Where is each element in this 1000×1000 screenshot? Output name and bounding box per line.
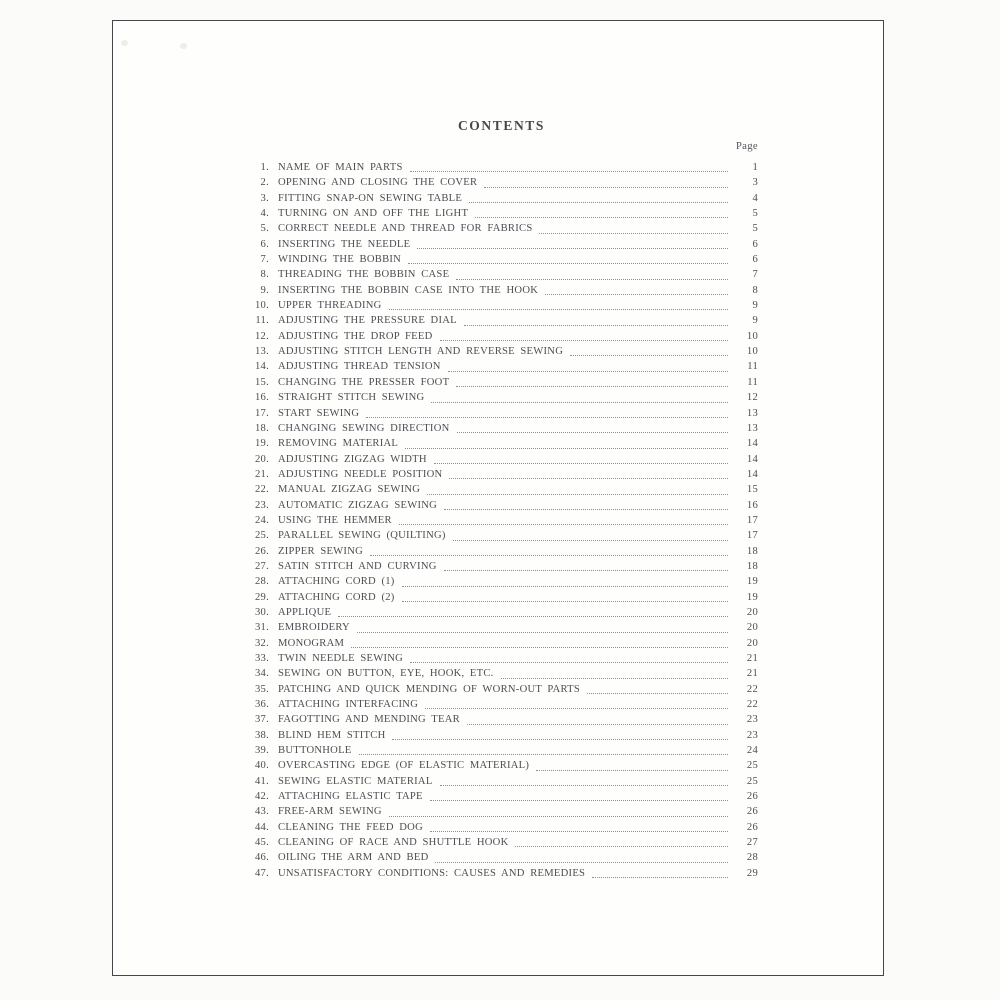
page-column-header: Page — [735, 140, 758, 152]
toc-entry — [245, 315, 758, 330]
dotted-leader — [545, 294, 728, 295]
toc-entry-title: FITTING SNAP-ON SEWING TABLE — [278, 192, 463, 204]
toc-entry — [245, 469, 758, 484]
toc-entry-page-number: 6 — [752, 254, 758, 266]
toc-entry-page-number: 14 — [746, 453, 758, 465]
dotted-leader — [467, 724, 728, 725]
toc-entry-number: 6. — [260, 238, 269, 250]
toc-entry-title: ADJUSTING ZIGZAG WIDTH — [278, 453, 427, 465]
toc-entry-title: ADJUSTING THE DROP FEED — [278, 330, 433, 342]
toc-entry-title: ATTACHING CORD (2) — [278, 591, 395, 603]
toc-entry-page-number: 23 — [746, 729, 758, 741]
toc-entry-title: SATIN STITCH AND CURVING — [278, 560, 437, 572]
toc-entry-page-number: 4 — [752, 192, 758, 204]
toc-entry-page-number: 28 — [746, 852, 758, 864]
toc-entry — [245, 285, 758, 300]
toc-entry-title: BLIND HEM STITCH — [278, 729, 386, 741]
toc-entry — [245, 561, 758, 576]
toc-entry — [245, 653, 758, 668]
punch-hole-mark — [180, 43, 187, 49]
toc-entry — [245, 454, 758, 469]
toc-entry-title: SEWING ELASTIC MATERIAL — [278, 775, 433, 787]
toc-entry-page-number: 14 — [746, 438, 758, 450]
toc-entry-number: 39. — [255, 745, 269, 757]
toc-entry-title: ADJUSTING THREAD TENSION — [278, 361, 441, 373]
toc-entry-number: 18. — [255, 422, 269, 434]
dotted-leader — [410, 662, 728, 663]
toc-entry — [245, 699, 758, 714]
toc-entry-title: AUTOMATIC ZIGZAG SEWING — [278, 499, 438, 511]
toc-entry-title: BUTTONHOLE — [278, 745, 352, 757]
toc-entry — [245, 239, 758, 254]
toc-entry-number: 27. — [255, 560, 269, 572]
toc-entry-title: MONOGRAM — [278, 637, 345, 649]
toc-entry-title: ZIPPER SEWING — [278, 545, 364, 557]
dotted-leader — [370, 555, 728, 556]
dotted-leader — [402, 601, 728, 602]
toc-entry-number: 24. — [255, 514, 269, 526]
dotted-leader — [351, 647, 728, 648]
toc-entry-number: 9. — [260, 284, 269, 296]
toc-entry-number: 20. — [255, 453, 269, 465]
toc-entry — [245, 806, 758, 821]
toc-list — [245, 162, 758, 883]
toc-entry — [245, 546, 758, 561]
toc-entry-page-number: 25 — [746, 775, 758, 787]
toc-entry-title: UNSATISFACTORY CONDITIONS: CAUSES AND REMEDIES — [278, 867, 586, 879]
toc-entry-page-number: 26 — [746, 821, 758, 833]
toc-entry-title: TWIN NEEDLE SEWING — [278, 653, 404, 664]
toc-entry-title: APPLIQUE — [278, 606, 332, 618]
toc-entry-number: 28. — [255, 576, 269, 588]
toc-entry-title: THREADING THE BOBBIN CASE — [278, 269, 450, 281]
toc-entry — [245, 346, 758, 361]
toc-entry-title: REMOVING MATERIAL — [278, 438, 399, 450]
toc-entry-number: 8. — [260, 269, 269, 281]
toc-entry-title: ADJUSTING STITCH LENGTH AND REVERSE SEWING — [278, 346, 564, 358]
toc-entry-page-number: 11 — [747, 361, 758, 373]
toc-entry-number: 4. — [260, 208, 269, 220]
dotted-leader — [456, 279, 728, 280]
toc-entry-number: 32. — [255, 637, 269, 649]
toc-entry-title: FREE-ARM SEWING — [278, 806, 382, 818]
dotted-leader — [449, 478, 728, 479]
toc-entry-page-number: 22 — [746, 699, 758, 711]
dotted-leader — [366, 417, 728, 418]
toc-entry — [245, 269, 758, 284]
toc-entry-number: 37. — [255, 714, 269, 726]
contents-title: CONTENTS — [457, 118, 546, 133]
dotted-leader — [389, 816, 728, 817]
toc-entry-page-number: 21 — [746, 668, 758, 680]
toc-entry-title: CHANGING SEWING DIRECTION — [278, 422, 450, 434]
toc-entry-number: 35. — [255, 683, 269, 695]
dotted-leader — [456, 386, 728, 387]
toc-entry-page-number: 19 — [746, 591, 758, 603]
toc-entry-title: PARALLEL SEWING (QUILTING) — [278, 530, 446, 542]
toc-entry — [245, 515, 758, 530]
toc-entry-page-number: 5 — [752, 208, 758, 220]
toc-entry-number: 7. — [260, 254, 269, 266]
toc-entry-page-number: 21 — [746, 653, 758, 664]
toc-entry — [245, 730, 758, 745]
toc-entry-title: UPPER THREADING — [278, 300, 382, 312]
dotted-leader — [430, 831, 728, 832]
toc-entry-number: 46. — [255, 852, 269, 864]
toc-entry — [245, 576, 758, 591]
toc-entry-title: FAGOTTING AND MENDING TEAR — [278, 714, 460, 726]
toc-entry-page-number: 13 — [746, 407, 758, 419]
toc-entry — [245, 177, 758, 192]
toc-entry-page-number: 23 — [746, 714, 758, 726]
dotted-leader — [592, 877, 728, 878]
toc-entry — [245, 484, 758, 499]
toc-entry — [245, 622, 758, 637]
dotted-leader — [408, 263, 728, 264]
toc-entry — [245, 668, 758, 683]
toc-entry — [245, 837, 758, 852]
toc-entry — [245, 408, 758, 423]
toc-entry-number: 43. — [255, 806, 269, 818]
toc-entry-number: 41. — [255, 775, 269, 787]
toc-entry — [245, 300, 758, 315]
toc-entry-title: ADJUSTING NEEDLE POSITION — [278, 468, 443, 480]
toc-entry-number: 34. — [255, 668, 269, 680]
toc-entry — [245, 822, 758, 837]
toc-entry-number: 17. — [255, 407, 269, 419]
toc-entry-page-number: 3 — [752, 177, 758, 189]
toc-entry-page-number: 7 — [752, 269, 758, 281]
toc-entry-title: CORRECT NEEDLE AND THREAD FOR FABRICS — [278, 223, 533, 235]
toc-entry-number: 47. — [255, 867, 269, 879]
toc-entry — [245, 223, 758, 238]
dotted-leader — [484, 187, 728, 188]
toc-entry — [245, 438, 758, 453]
toc-entry-number: 3. — [260, 192, 269, 204]
scanned-manual-page — [112, 20, 884, 976]
toc-entry-page-number: 15 — [746, 484, 758, 496]
toc-entry-page-number: 12 — [746, 392, 758, 404]
dotted-leader — [453, 540, 728, 541]
toc-entry-page-number: 20 — [746, 622, 758, 634]
toc-entry-page-number: 9 — [752, 315, 758, 327]
toc-entry-page-number: 16 — [746, 499, 758, 511]
toc-entry — [245, 760, 758, 775]
punch-hole-mark — [121, 40, 128, 46]
toc-entry-title: ADJUSTING THE PRESSURE DIAL — [278, 315, 457, 327]
dotted-leader — [570, 355, 728, 356]
toc-entry-page-number: 17 — [746, 530, 758, 542]
toc-entry-page-number: 10 — [746, 330, 758, 342]
toc-entry-title: SEWING ON BUTTON, EYE, HOOK, ETC. — [278, 668, 494, 680]
toc-entry — [245, 714, 758, 729]
dotted-leader — [425, 708, 728, 709]
toc-entry-title: INSERTING THE NEEDLE — [278, 238, 411, 250]
dotted-leader — [444, 509, 728, 510]
dotted-leader — [357, 632, 728, 633]
toc-entry-title: CHANGING THE PRESSER FOOT — [278, 376, 450, 388]
dotted-leader — [501, 678, 728, 679]
toc-entry-title: ATTACHING INTERFACING — [278, 699, 419, 711]
toc-entry — [245, 500, 758, 515]
toc-entry-page-number: 20 — [746, 606, 758, 618]
dotted-leader — [405, 448, 728, 449]
dotted-leader — [431, 402, 728, 403]
toc-entry-page-number: 20 — [746, 637, 758, 649]
toc-entry-title: CLEANING OF RACE AND SHUTTLE HOOK — [278, 837, 509, 849]
dotted-leader — [587, 693, 728, 694]
toc-entry-page-number: 13 — [746, 422, 758, 434]
toc-entry-title: ATTACHING CORD (1) — [278, 576, 395, 588]
toc-entry-page-number: 5 — [752, 223, 758, 235]
toc-entry-title: OILING THE ARM AND BED — [278, 852, 429, 864]
toc-entry-number: 42. — [255, 791, 269, 803]
dotted-leader — [434, 463, 728, 464]
toc-entry-number: 29. — [255, 591, 269, 603]
toc-entry-page-number: 17 — [746, 514, 758, 526]
toc-entry-title: ATTACHING ELASTIC TAPE — [278, 791, 423, 803]
toc-entry — [245, 530, 758, 545]
toc-entry-title: STRAIGHT STITCH SEWING — [278, 392, 425, 404]
toc-entry-page-number: 10 — [746, 346, 758, 358]
dotted-leader — [359, 754, 728, 755]
toc-entry-title: WINDING THE BOBBIN — [278, 254, 402, 266]
dotted-leader — [402, 586, 728, 587]
toc-entry — [245, 423, 758, 438]
toc-entry — [245, 193, 758, 208]
toc-entry-number: 19. — [255, 438, 269, 450]
toc-entry — [245, 607, 758, 622]
toc-entry-number: 30. — [255, 606, 269, 618]
toc-entry-number: 11. — [255, 315, 269, 327]
toc-entry-number: 1. — [260, 162, 269, 173]
toc-entry — [245, 852, 758, 867]
toc-entry-page-number: 9 — [752, 300, 758, 312]
toc-entry — [245, 684, 758, 699]
toc-entry-number: 12. — [255, 330, 269, 342]
toc-entry-title: TURNING ON AND OFF THE LIGHT — [278, 208, 469, 220]
dotted-leader — [392, 739, 728, 740]
toc-entry-page-number: 6 — [752, 238, 758, 250]
toc-entry-number: 16. — [255, 392, 269, 404]
toc-entry-number: 33. — [255, 653, 269, 664]
dotted-leader — [448, 371, 728, 372]
dotted-leader — [469, 202, 728, 203]
toc-entry-number: 26. — [255, 545, 269, 557]
toc-entry — [245, 361, 758, 376]
toc-entry-title: START SEWING — [278, 407, 360, 419]
toc-entry-number: 22. — [255, 484, 269, 496]
toc-entry-page-number: 18 — [746, 560, 758, 572]
toc-entry-number: 38. — [255, 729, 269, 741]
toc-entry-page-number: 27 — [746, 837, 758, 849]
toc-entry-title: NAME OF MAIN PARTS — [278, 162, 403, 173]
toc-entry — [245, 331, 758, 346]
toc-entry-number: 31. — [255, 622, 269, 634]
dotted-leader — [435, 862, 728, 863]
toc-entry-number: 36. — [255, 699, 269, 711]
toc-entry-number: 21. — [255, 468, 269, 480]
dotted-leader — [440, 785, 728, 786]
toc-entry-title: PATCHING AND QUICK MENDING OF WORN-OUT PARTS — [278, 683, 581, 695]
dotted-leader — [464, 325, 728, 326]
toc-entry-title: INSERTING THE BOBBIN CASE INTO THE HOOK — [278, 284, 539, 296]
toc-entry-page-number: 24 — [746, 745, 758, 757]
toc-entry-page-number: 14 — [746, 468, 758, 480]
toc-entry-number: 45. — [255, 837, 269, 849]
dotted-leader — [475, 217, 728, 218]
toc-entry-number: 10. — [255, 300, 269, 312]
toc-entry — [245, 208, 758, 223]
dotted-leader — [410, 171, 728, 172]
toc-entry-number: 44. — [255, 821, 269, 833]
toc-entry — [245, 392, 758, 407]
toc-entry-page-number: 29 — [746, 867, 758, 879]
toc-entry-number: 25. — [255, 530, 269, 542]
toc-entry-number: 5. — [260, 223, 269, 235]
toc-entry — [245, 791, 758, 806]
toc-entry-number: 14. — [255, 361, 269, 373]
dotted-leader — [536, 770, 728, 771]
toc-entry-title: USING THE HEMMER — [278, 514, 392, 526]
dotted-leader — [417, 248, 728, 249]
dotted-leader — [389, 309, 728, 310]
toc-entry-number: 40. — [255, 760, 269, 772]
toc-entry-title: MANUAL ZIGZAG SEWING — [278, 484, 421, 496]
toc-entry-page-number: 8 — [752, 284, 758, 296]
dotted-leader — [427, 494, 728, 495]
toc-entry-page-number: 25 — [746, 760, 758, 772]
dotted-leader — [515, 846, 728, 847]
toc-entry — [245, 638, 758, 653]
toc-entry-page-number: 26 — [746, 806, 758, 818]
toc-entry-number: 23. — [255, 499, 269, 511]
toc-entry-title: OVERCASTING EDGE (OF ELASTIC MATERIAL) — [278, 760, 530, 772]
toc-entry-page-number: 26 — [746, 791, 758, 803]
toc-entry-page-number: 22 — [746, 683, 758, 695]
toc-entry — [245, 377, 758, 392]
dotted-leader — [399, 524, 728, 525]
toc-entry — [245, 592, 758, 607]
toc-entry-page-number: 11 — [747, 376, 758, 388]
dotted-leader — [338, 616, 728, 617]
toc-entry — [245, 776, 758, 791]
toc-entry-page-number: 19 — [746, 576, 758, 588]
dotted-leader — [430, 800, 728, 801]
toc-entry-number: 13. — [255, 346, 269, 358]
toc-entry-title: OPENING AND CLOSING THE COVER — [278, 177, 478, 189]
toc-entry-page-number: 1 — [752, 162, 758, 173]
toc-entry — [245, 254, 758, 269]
dotted-leader — [539, 233, 728, 234]
toc-entry — [245, 162, 758, 177]
toc-entry-number: 2. — [260, 177, 269, 189]
toc-entry-number: 15. — [255, 376, 269, 388]
toc-entry — [245, 868, 758, 883]
dotted-leader — [444, 570, 728, 571]
toc-entry-page-number: 18 — [746, 545, 758, 557]
toc-entry — [245, 745, 758, 760]
dotted-leader — [440, 340, 728, 341]
toc-entry-title: CLEANING THE FEED DOG — [278, 821, 423, 833]
dotted-leader — [457, 432, 728, 433]
toc-entry-title: EMBROIDERY — [278, 622, 350, 634]
